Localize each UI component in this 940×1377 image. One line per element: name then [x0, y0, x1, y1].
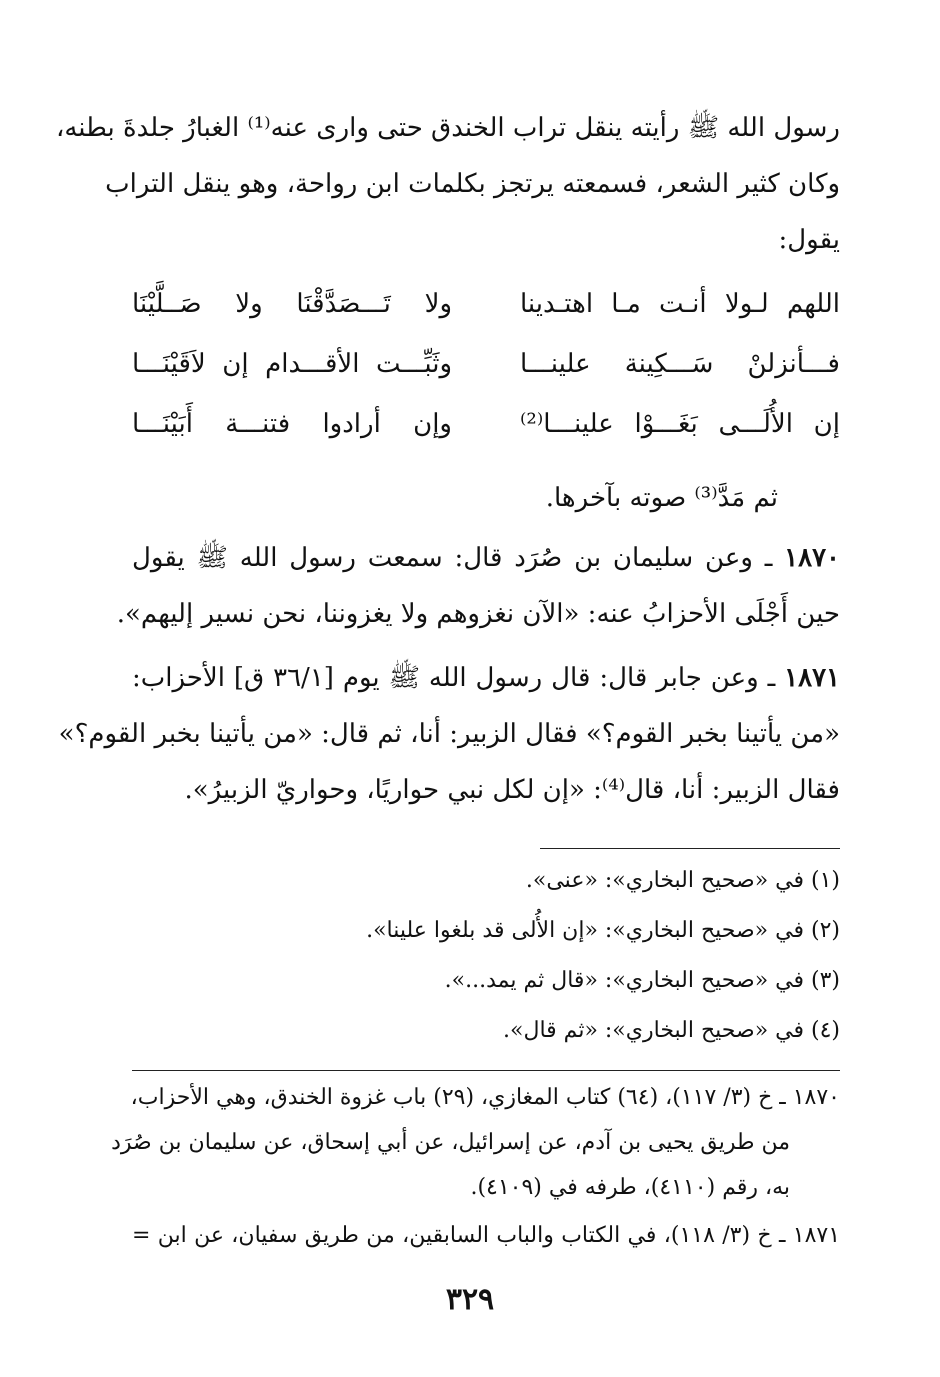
- hadith-number: ١٨٧١: [784, 663, 841, 693]
- page-number: ٣٢٩: [445, 1282, 495, 1317]
- source-1870-line-1: ١٨٧٠ ـ خ (٣/ ١١٧)، (٦٤) كتاب المغازي، (٢٩) باب غزوة الخندق، وهي الأحزاب،: [130, 1085, 840, 1110]
- hadith-1871-line-3: فقال الزبير: أنا، قال⁽⁴⁾: «إن لكل نبي حواريًا، وحواريّ الزبيرُ».: [184, 775, 840, 805]
- hadith-1871-line-2: «من يأتينا بخبر القوم؟» فقال الزبير: أنا، ثم قال: «من يأتينا بخبر القوم؟»: [58, 719, 840, 749]
- hadith-text: ـ وعن جابر قال: قال رسول الله ﷺ يوم [٣٦/١ ق] الأحزاب:: [132, 663, 776, 693]
- paragraph-line-1: رسول الله ﷺ رأيته ينقل تراب الخندق حتى وارى عنه⁽¹⁾ الغبارُ جلدةَ بطنه،: [55, 113, 840, 143]
- verse-1-first-hemistich: اللهم لـولا أنـت مـا اهتـدينا: [520, 289, 840, 319]
- hadith-1870-line-1: [132, 540, 840, 576]
- footnote-1: (١) في «صحيح البخاري»: «عنى».: [525, 868, 840, 893]
- source-1870-line-3: به، رقم (٤١١٠)، طرفه في (٤١٠٩).: [470, 1175, 790, 1200]
- hadith-1870-line-2: حين أَجْلَى الأحزابُ عنه: «الآن نغزوهم ولا يغزوننا، نحن نسير إليهم».: [116, 599, 840, 629]
- hadith-1871-line-1: [132, 660, 840, 696]
- verse-2-second-hemistich: وثَبِّـــت الأقـــدام إن لاَقَيْنَـــا: [132, 349, 452, 379]
- hadith-number: ١٨٧٠: [784, 543, 841, 573]
- footnote-4: (٤) في «صحيح البخاري»: «ثم قال».: [503, 1018, 840, 1043]
- source-1870-line-2: من طريق يحيى بن آدم، عن إسرائيل، عن أبي إسحاق، عن سليمان بن صُرَد: [111, 1130, 790, 1155]
- verse-2-first-hemistich: فـــأنزلنْ سَـــكِينة علينـــا: [520, 349, 840, 379]
- verse-1-second-hemistich: ولا تَـــصَدَّقْنَا ولا صَــلَّيْنَا: [132, 289, 452, 319]
- paragraph-line-3: يقول:: [778, 225, 840, 255]
- verse-3-first-hemistich: إن الأُلَـــى بَغَـــوْا علينـــا⁽²⁾: [520, 409, 840, 439]
- source-1871-line-1: ١٨٧١ ـ خ (٣/ ١١٨)، في الكتاب والباب السابقين، من طريق سفيان، عن ابن =: [132, 1223, 841, 1248]
- paragraph-line-2: وكان كثير الشعر، فسمعته يرتجز بكلمات ابن رواحة، وهو ينقل التراب: [105, 169, 840, 199]
- source-separator: [132, 1070, 840, 1071]
- footnote-separator: [540, 848, 840, 849]
- hadith-text: ـ وعن سليمان بن صُرَد قال: سمعت رسول الله ﷺ يقول: [132, 543, 773, 573]
- footnote-3: (٣) في «صحيح البخاري»: «قال ثم يمد...».: [444, 968, 840, 993]
- verse-3-second-hemistich: وإن أرادوا فتنـــة أَبَيْنَـــا: [132, 409, 452, 439]
- footnote-2: (٢) في «صحيح البخاري»: «إن الأُلى قد بلغوا علينا».: [366, 918, 840, 943]
- after-verse-line: ثم مَدَّ⁽³⁾ صوته بآخرها.: [545, 483, 778, 513]
